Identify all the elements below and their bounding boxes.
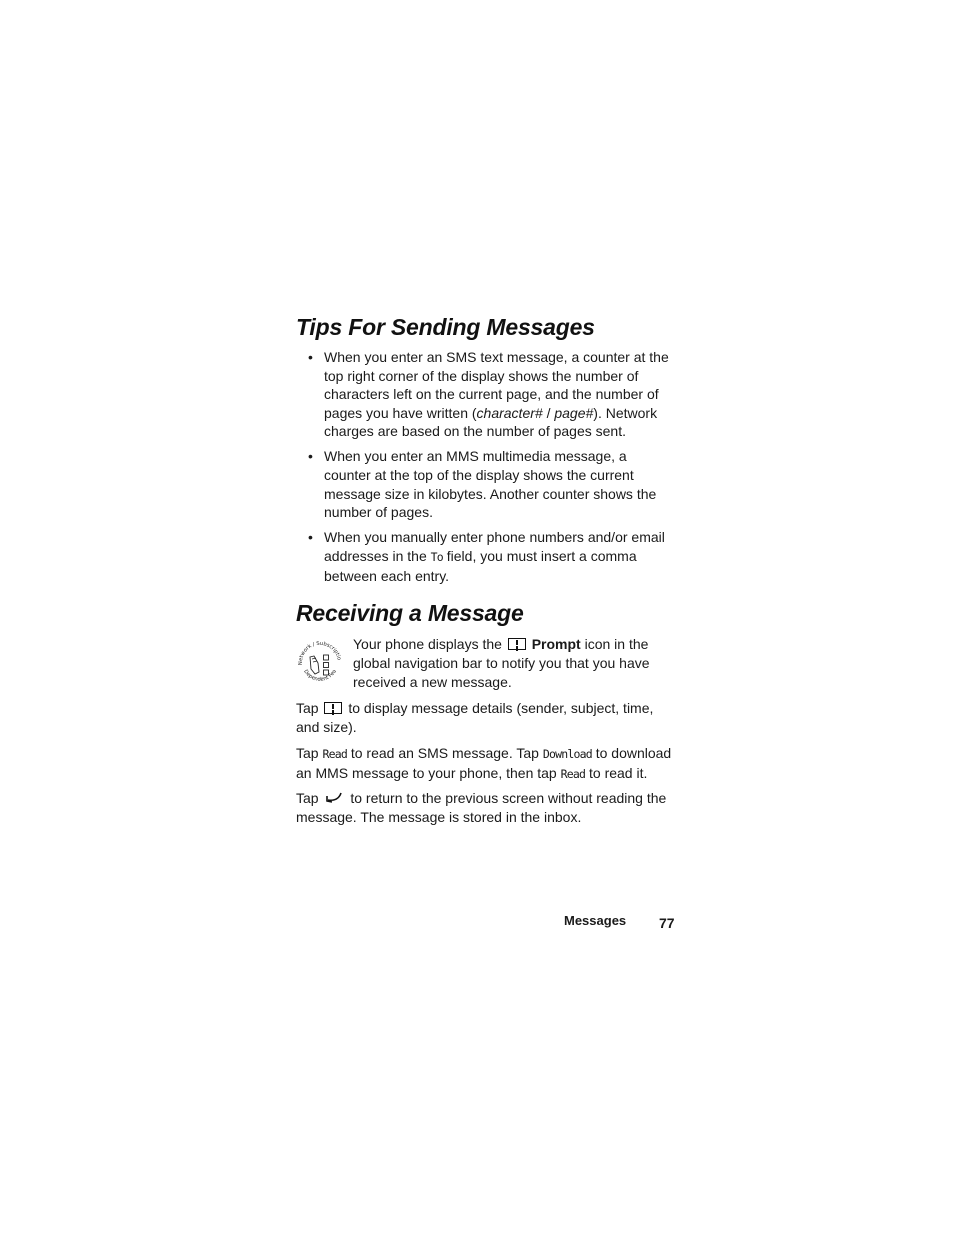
svg-text:Network / Subscription: Network / Subscriptio [297, 640, 342, 666]
paragraph-tap-prompt: Tap to display message details (sender, subject, time, and size). [296, 700, 654, 735]
footer-section-name: Messages [564, 913, 627, 928]
back-arrow-icon [324, 791, 344, 805]
read-softkey-label: Read [560, 767, 586, 781]
read-softkey-label: Read [322, 747, 347, 761]
bullet-dot: • [308, 448, 313, 465]
paragraph-tap-back: Tap to return to the previous screen without reading the message. The message is stored in the inbox. [296, 790, 667, 825]
svg-text:Dependent Feature: Dependent Fea [302, 668, 338, 683]
placeholder-character: character# [476, 404, 543, 421]
prompt-label: Prompt [531, 636, 581, 652]
list-item: • When you enter an MMS multimedia message, a counter at the top of the display shows the current message size in kilobytes. Another counter shows the number of pages. [308, 448, 657, 521]
to-field-label: To [430, 549, 443, 564]
prompt-icon [508, 638, 526, 650]
section-title-receiving: Receiving a Message [296, 600, 524, 626]
prompt-icon [324, 702, 342, 714]
bullet-dot: • [308, 529, 313, 546]
paragraph-tap-read: Tap Read to read an SMS message. Tap Download to download an MMS message to your phone, then tap Read to read it. [296, 745, 672, 781]
list-item: • When you manually enter phone numbers and/or email addresses in the To field, you must insert a comma between each entry. [308, 529, 665, 584]
feature-note [296, 635, 676, 691]
page-number: 77 [659, 915, 675, 931]
feature-intro-text: Your phone displays the Prompt icon in the global navigation bar to notify you that you have received a new message. [353, 636, 650, 690]
download-softkey-label: Download [542, 747, 592, 761]
tips-list [296, 348, 676, 592]
bullet-dot: • [308, 349, 313, 365]
placeholder-page: page# [554, 404, 594, 421]
list-item: • When you enter an SMS text message, a counter at the top right corner of the display shows the number of characters left on the current page, and the number of pages you have written (character# / page#). Network charges are based on the number of pages sent. [308, 349, 669, 440]
network-subscription-dependent-feature-icon [296, 639, 344, 687]
section-title-tips: Tips For Sending Messages [296, 314, 595, 340]
